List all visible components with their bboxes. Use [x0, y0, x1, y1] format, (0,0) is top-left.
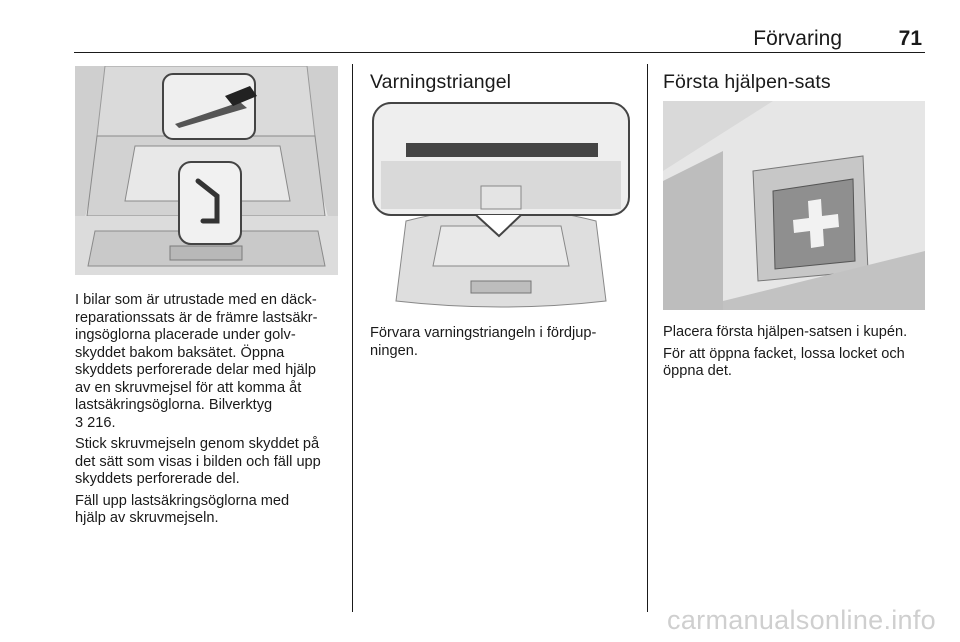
header-rule [74, 52, 925, 53]
paragraph: Placera första hjälpen-satsen i kupén. [663, 324, 908, 340]
page-number: 71 [898, 27, 922, 50]
paragraph: Förvara varningstriangeln i fördjup- ningen. [370, 325, 597, 359]
figure-first-aid-kit [663, 101, 925, 310]
paragraph: För att öppna facket, lossa locket och öppna det. [663, 345, 905, 379]
column-divider-2 [647, 64, 648, 612]
watermark: carmanualsonline.info [667, 605, 936, 635]
figure-warning-triangle [371, 101, 632, 311]
section-heading: Varningstriangel [370, 71, 512, 93]
paragraph: I bilar som är utrustade med en däck- reparationssats är de främre lastsäkr- ingsöglorna placerade under golv- skyddet bakom baksätet. Öppna skyddets perforerade delar med hjälp av en skruvmejsel för att komma åt lastsäkringsöglorna. Bilverktyg 3 216. [75, 292, 318, 431]
page-header-title: Förvaring [753, 27, 842, 50]
paragraph: Stick skruvmejseln genom skyddet på det sätt som visas i bilden och fäll upp skyddets perforerade del. [75, 436, 321, 487]
column-divider-1 [352, 64, 353, 612]
figure-cargo-eyelets [75, 66, 338, 275]
section-heading: Första hjälpen-sats [663, 71, 831, 93]
paragraph: Fäll upp lastsäkringsöglorna med hjälp av skruvmejseln. [75, 492, 290, 526]
